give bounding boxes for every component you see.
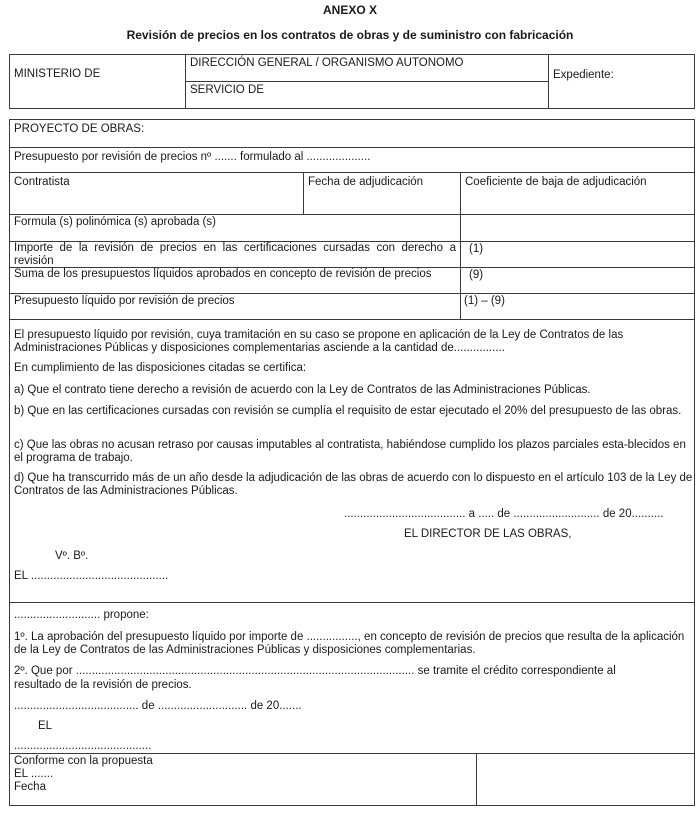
fecha-adjudicacion-label: Fecha de adjudicación xyxy=(308,176,424,188)
document-subtitle: Revisión de precios en los contratos de obras y de suministro con fabricación xyxy=(126,28,574,42)
proposal-el-label: EL xyxy=(38,720,53,732)
cert-item-c: c) Que las obras no acusan retraso por causas imputables al contratista, habiéndose cumplido los plazos parciales esta-blecidos en el programa de trabajo. xyxy=(14,439,686,464)
divider xyxy=(9,214,695,215)
el-signature-line: EL ........................................... xyxy=(14,570,169,582)
divider xyxy=(9,319,695,320)
presupuesto-liquido-label: Presupuesto líquido por revisión de precios xyxy=(14,295,235,307)
proposal-date-line: ....................................... de ............................ de 20....... xyxy=(14,700,302,712)
ministerio-label: MINISTERIO DE xyxy=(14,68,101,80)
formula-label: Formula (s) polinómica (s) aprobada (s) xyxy=(14,216,216,228)
divider xyxy=(548,54,549,109)
contratista-label: Contratista xyxy=(14,176,70,188)
divider xyxy=(185,81,548,82)
presupuesto-liquido-value: (1) – (9) xyxy=(464,295,505,307)
servicio-label: SERVICIO DE xyxy=(190,84,264,96)
certifica-label: En cumplimiento de las disposiciones citadas se certifica: xyxy=(14,362,307,374)
direccion-label: DIRECCIÓN GENERAL / ORGANISMO AUTONOMO xyxy=(190,57,464,69)
proyecto-label: PROYECTO DE OBRAS: xyxy=(14,123,145,135)
divider xyxy=(9,753,695,754)
propone-label: ........................... propone: xyxy=(14,609,149,621)
divider xyxy=(460,172,461,319)
suma-value: (9) xyxy=(469,269,484,281)
divider xyxy=(303,172,304,214)
conforme-label: Conforme con la propuesta xyxy=(14,755,153,767)
conforme-el-label: EL ....... xyxy=(14,768,54,780)
presupuesto-label: Presupuesto por revisión de precios nº ....... formulado al .................... xyxy=(14,151,371,163)
divider xyxy=(9,602,695,603)
suma-label: Suma de los presupuestos líquidos aprobados en concepto de revisión de precios xyxy=(14,268,432,280)
divider xyxy=(9,172,695,173)
annex-title: ANEXO X xyxy=(322,3,377,17)
cert-item-b: b) Que en las certificaciones cursadas con revisión se cumplía el requisito de estar ejecutado el 20% del presupuesto de las obras. xyxy=(14,405,682,417)
coeficiente-label: Coeficiente de baja de adjudicación xyxy=(465,176,647,188)
divider xyxy=(476,753,477,806)
proposal-item-2-line1: 2º. Que por .......................................................................................................... se tramite el crédito correspondiente al xyxy=(14,665,616,677)
divider xyxy=(9,293,695,294)
proposal-item-2-line2: resultado de la revisión de precios. xyxy=(14,679,192,691)
visto-bueno-label: Vº. Bº. xyxy=(55,550,89,562)
expediente-label: Expediente: xyxy=(553,69,614,81)
certification-intro: El presupuesto líquido por revisión, cuya tramitación en su caso se propone en aplicación de la Ley de Contratos de las Administraciones Públicas y disposiciones complementarias asciende a la cantidad de................ xyxy=(14,329,624,354)
conforme-fecha-label: Fecha xyxy=(14,781,46,793)
cert-date-line: ...................................... a ..... de ........................... de 20.......... xyxy=(344,508,664,520)
divider xyxy=(9,147,695,148)
importe-value: (1) xyxy=(469,243,484,255)
proposal-item-1: 1º. La aprobación del presupuesto líquido por importe de ................, en concepto de revisión de precios que resulta de la aplicación de la Ley de Contratos de las Administraciones Públicas y disposiciones complementarias. xyxy=(14,631,685,656)
cert-item-a: a) Que el contrato tiene derecho a revisión de acuerdo con la Ley de Contratos de las Administraciones Públicas. xyxy=(14,384,591,396)
director-label: EL DIRECTOR DE LAS OBRAS, xyxy=(404,528,572,540)
proposal-signature-line: ........................................... xyxy=(14,740,152,752)
cert-item-d: d) Que ha transcurrido más de un año desde la adjudicación de las obras de acuerdo con lo dispuesto en el artículo 103 de la Ley de Contratos de las Administraciones Públicas. xyxy=(14,472,693,497)
importe-label: Importe de la revisión de precios en las certificaciones cursadas con derecho a revisión xyxy=(14,242,456,267)
